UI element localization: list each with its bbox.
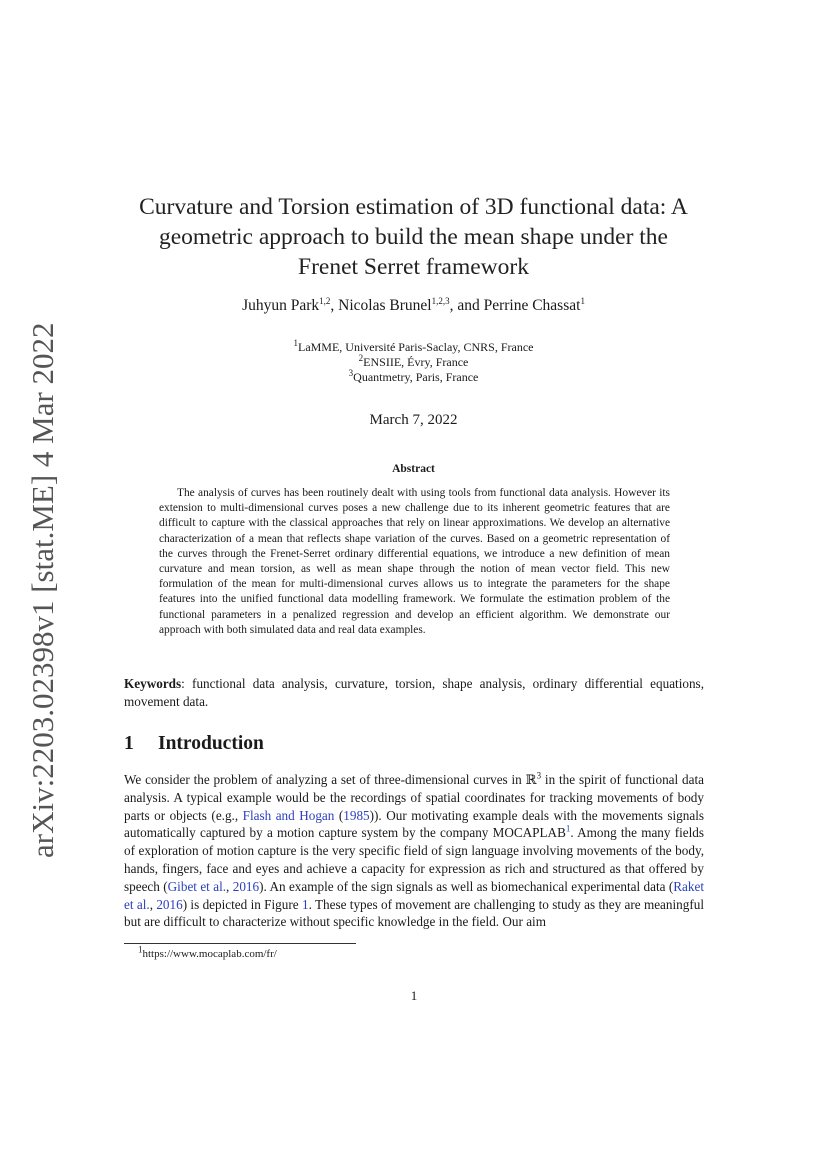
affiliation-line — [100, 370, 727, 385]
body-text: , — [226, 878, 233, 894]
citation-year-link[interactable]: 2016 — [156, 896, 183, 912]
body-text: . These types of movement are challenging to study as they are meaningful but are difficult to characterize without specific knowledge in the field. Our aim — [124, 896, 705, 930]
keywords-text: : functional data analysis, curvature, torsion, shape analysis, ordinary differential equations, movement data. — [124, 676, 704, 709]
math-real-symbol: ℝ — [525, 772, 537, 787]
footnote-url[interactable]: https://www.mocaplab.com/fr/ — [142, 948, 277, 960]
body-text: , — [149, 896, 157, 912]
body-text: ( — [334, 807, 344, 823]
footnote-mark: 1 — [138, 944, 143, 955]
author-list — [100, 296, 727, 316]
body-text: We consider the problem of analyzing a set of three-dimensional curves in — [124, 772, 526, 787]
author-separator: , and — [449, 297, 484, 314]
section-heading — [124, 733, 264, 755]
keywords — [124, 675, 704, 711]
body-text: ). An example of the sign signals as well as biomechanical experimental data ( — [259, 878, 674, 894]
footnote — [138, 944, 277, 960]
body-text: in the spirit of functional data analysis. A typical example would be the recordings of spatial coordinates for tracking movements of body parts or objects (e.g., — [124, 772, 704, 823]
page-number: 1 — [410, 988, 418, 1003]
affiliation-mark: 3 — [348, 368, 354, 378]
section-number: 1 — [124, 733, 134, 754]
title-line: Frenet Serret framework — [298, 254, 529, 280]
title-line: Curvature and Torsion estimation of 3D functional data: A — [139, 194, 688, 220]
author-name: Nicolas Brunel — [338, 297, 432, 314]
body-text: . Among the many fields of exploration of motion capture is the very specific field of sign language involving movements of the body, hands, fingers, face and eyes and achieve a capacity for expression as rich and structured as that offered by speech ( — [124, 825, 704, 894]
math-exponent: 3 — [536, 770, 542, 781]
affiliation-mark: 2 — [358, 353, 364, 363]
footnote-divider — [124, 943, 356, 944]
author-name: Perrine Chassat — [483, 297, 581, 314]
intro-paragraph — [124, 771, 704, 931]
affiliations — [100, 340, 727, 385]
affiliation-text: LaMME, Université Paris-Saclay, CNRS, France — [297, 340, 534, 354]
author-affil-mark: 1 — [580, 295, 585, 306]
figure-ref-link[interactable]: 1 — [301, 896, 309, 912]
citation-year-link[interactable]: 2016 — [232, 878, 260, 894]
citation-link[interactable]: Gibet et al. — [167, 878, 227, 894]
keywords-label: Keywords — [124, 676, 182, 691]
author-affil-mark: 1,2 — [319, 295, 331, 306]
citation-link[interactable]: Flash and Hogan — [242, 807, 335, 823]
body-text: )). Our motivating example deals with the movements signals automatically captured by a motion capture system by the company MOCAPLAB — [124, 807, 704, 841]
affiliation-text: Quantmetry, Paris, France — [353, 370, 479, 384]
affiliation-mark: 1 — [293, 338, 298, 348]
arxiv-side-stamp: arXiv:2203.02398v1 [stat.ME] 4 Mar 2022 — [25, 322, 60, 858]
paper-title — [100, 192, 727, 282]
affiliation-line — [100, 355, 727, 370]
author-affil-mark: 1,2,3 — [431, 295, 450, 306]
section-title: Introduction — [158, 733, 264, 754]
paper-date: March 7, 2022 — [369, 412, 458, 428]
abstract-heading: Abstract — [392, 463, 435, 475]
affiliation-text: ENSIIE, Évry, France — [363, 355, 469, 369]
title-line: geometric approach to build the mean shape under the — [159, 224, 668, 250]
author-separator: , — [330, 297, 339, 314]
citation-year-link[interactable]: 1985 — [343, 807, 370, 823]
abstract-body: The analysis of curves has been routinely dealt with using tools from functional data analysis. However its extension to multi-dimensional curves poses a new challenge due to its inherent geometric features that are difficult to capture with the classical approaches that rely on linear approximations. We develop an alternative characterization of a mean that reflects shape variation of the curves. Based on a geometric representation of the curves through the Frenet-Serret ordinary differential equations, we introduce a new definition of mean curvature and mean torsion, as well as mean shape through the notion of mean vector field. This new formulation of the mean for multi-dimensional curves allows us to integrate the parameters for the shape features into the unified functional data modelling framework. We formulate the estimation problem of the functional parameters in a penalized regression and develop an efficient algorithm. We demonstrate our approach with both simulated data and real data examples. — [159, 487, 670, 636]
body-text: ) is depicted in Figure — [182, 896, 302, 912]
citation-link[interactable]: Raket et al. — [124, 878, 705, 912]
footnote-marker-link[interactable]: 1 — [565, 824, 571, 834]
affiliation-line — [100, 340, 727, 355]
author-name: Juhyun Park — [242, 297, 320, 314]
